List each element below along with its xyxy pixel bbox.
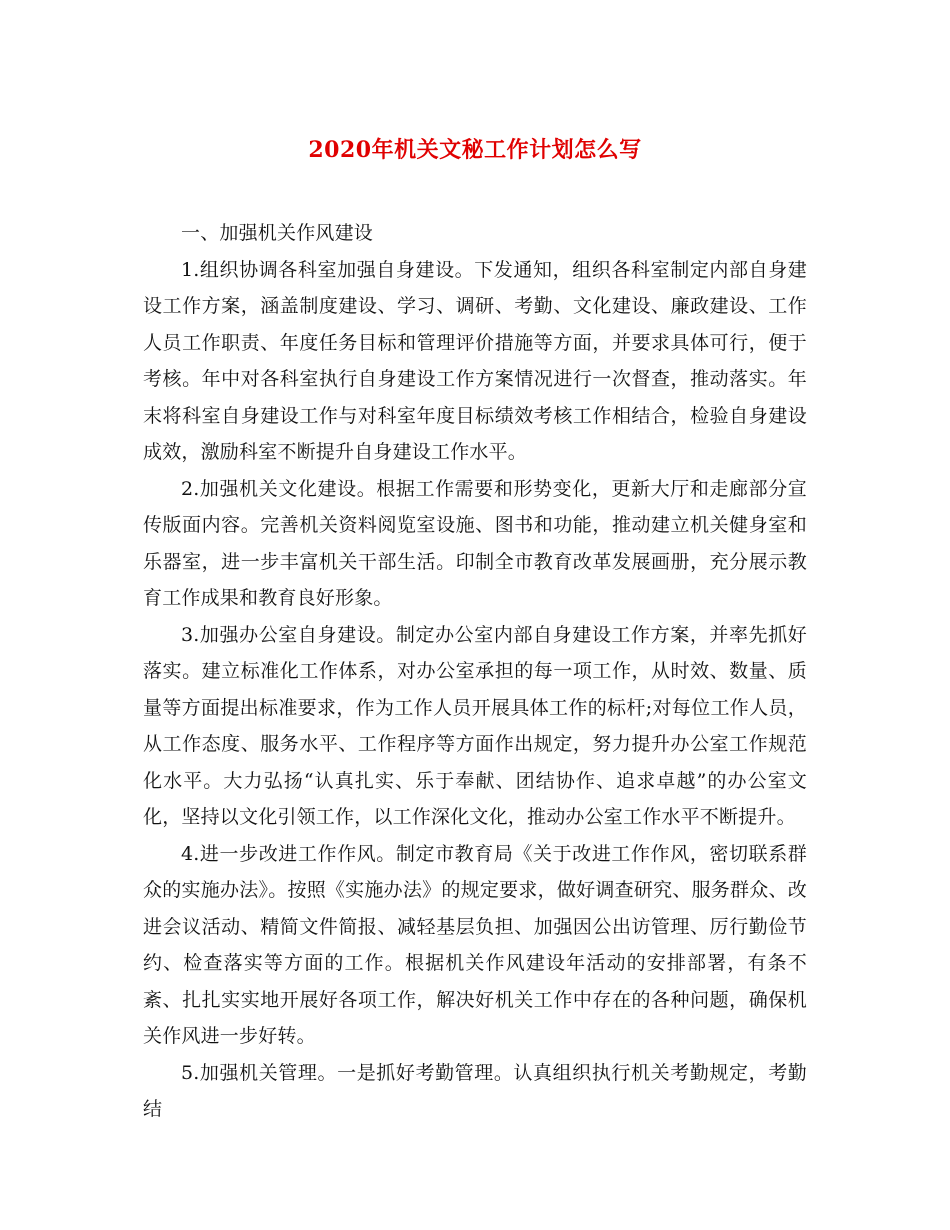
document-title: 2020年机关文秘工作计划怎么写 <box>308 137 642 163</box>
paragraph-item-2: 2.加强机关文化建设。根据工作需要和形势变化，更新大厅和走廊部分宣传版面内容。完善机关资料阅览室设施、图书和功能，推动建立机关健身室和乐器室，进一步丰富机关干部生活。印制全市教育改革发展画册，充分展示教育工作成果和教育良好形象。 <box>143 477 807 609</box>
paragraph-item-1: 1.组织协调各科室加强自身建设。下发通知，组织各科室制定内部自身建设工作方案，涵盖制度建设、学习、调研、考勤、文化建设、廉政建设、工作人员工作职责、年度任务目标和管理评价措施等方面，并要求具体可行，便于考核。年中对各科室执行自身建设工作方案情况进行一次督查，推动落实。年末将科室自身建设工作与对科室年度目标绩效考核工作相结合，检验自身建设成效，激励科室不断提升自身建设工作水平。 <box>143 258 807 463</box>
section-heading: 一、加强机关作风建设 <box>181 222 374 244</box>
paragraph-item-3: 3.加强办公室自身建设。制定办公室内部自身建设工作方案，并率先抓好落实。建立标准化工作体系，对办公室承担的每一项工作，从时效、数量、质量等方面提出标准要求，作为工作人员开展具体工作的标杆;对每位工作人员，从工作态度、服务水平、工作程序等方面作出规定，努力提升办公室工作规范化水平。大力弘扬“认真扎实、乐于奉献、团结协作、追求卓越”的办公室文化，坚持以文化引领工作，以工作深化文化，推动办公室工作水平不断提升。 <box>143 623 807 828</box>
paragraph-item-5: 5.加强机关管理。一是抓好考勤管理。认真组织执行机关考勤规定，考勤结 <box>143 1061 807 1120</box>
paragraph-item-4: 4.进一步改进工作作风。制定市教育局《关于改进工作作风，密切联系群众的实施办法》。按照《实施办法》的规定要求，做好调查研究、服务群众、改进会议活动、精简文件简报、减轻基层负担、加强因公出访管理、厉行勤俭节约、检查落实等方面的工作。根据机关作风建设年活动的安排部署，有条不紊、扎扎实实地开展好各项工作，解决好机关工作中存在的各种问题，确保机关作风进一步好转。 <box>143 842 807 1047</box>
document-body <box>143 215 807 1128</box>
